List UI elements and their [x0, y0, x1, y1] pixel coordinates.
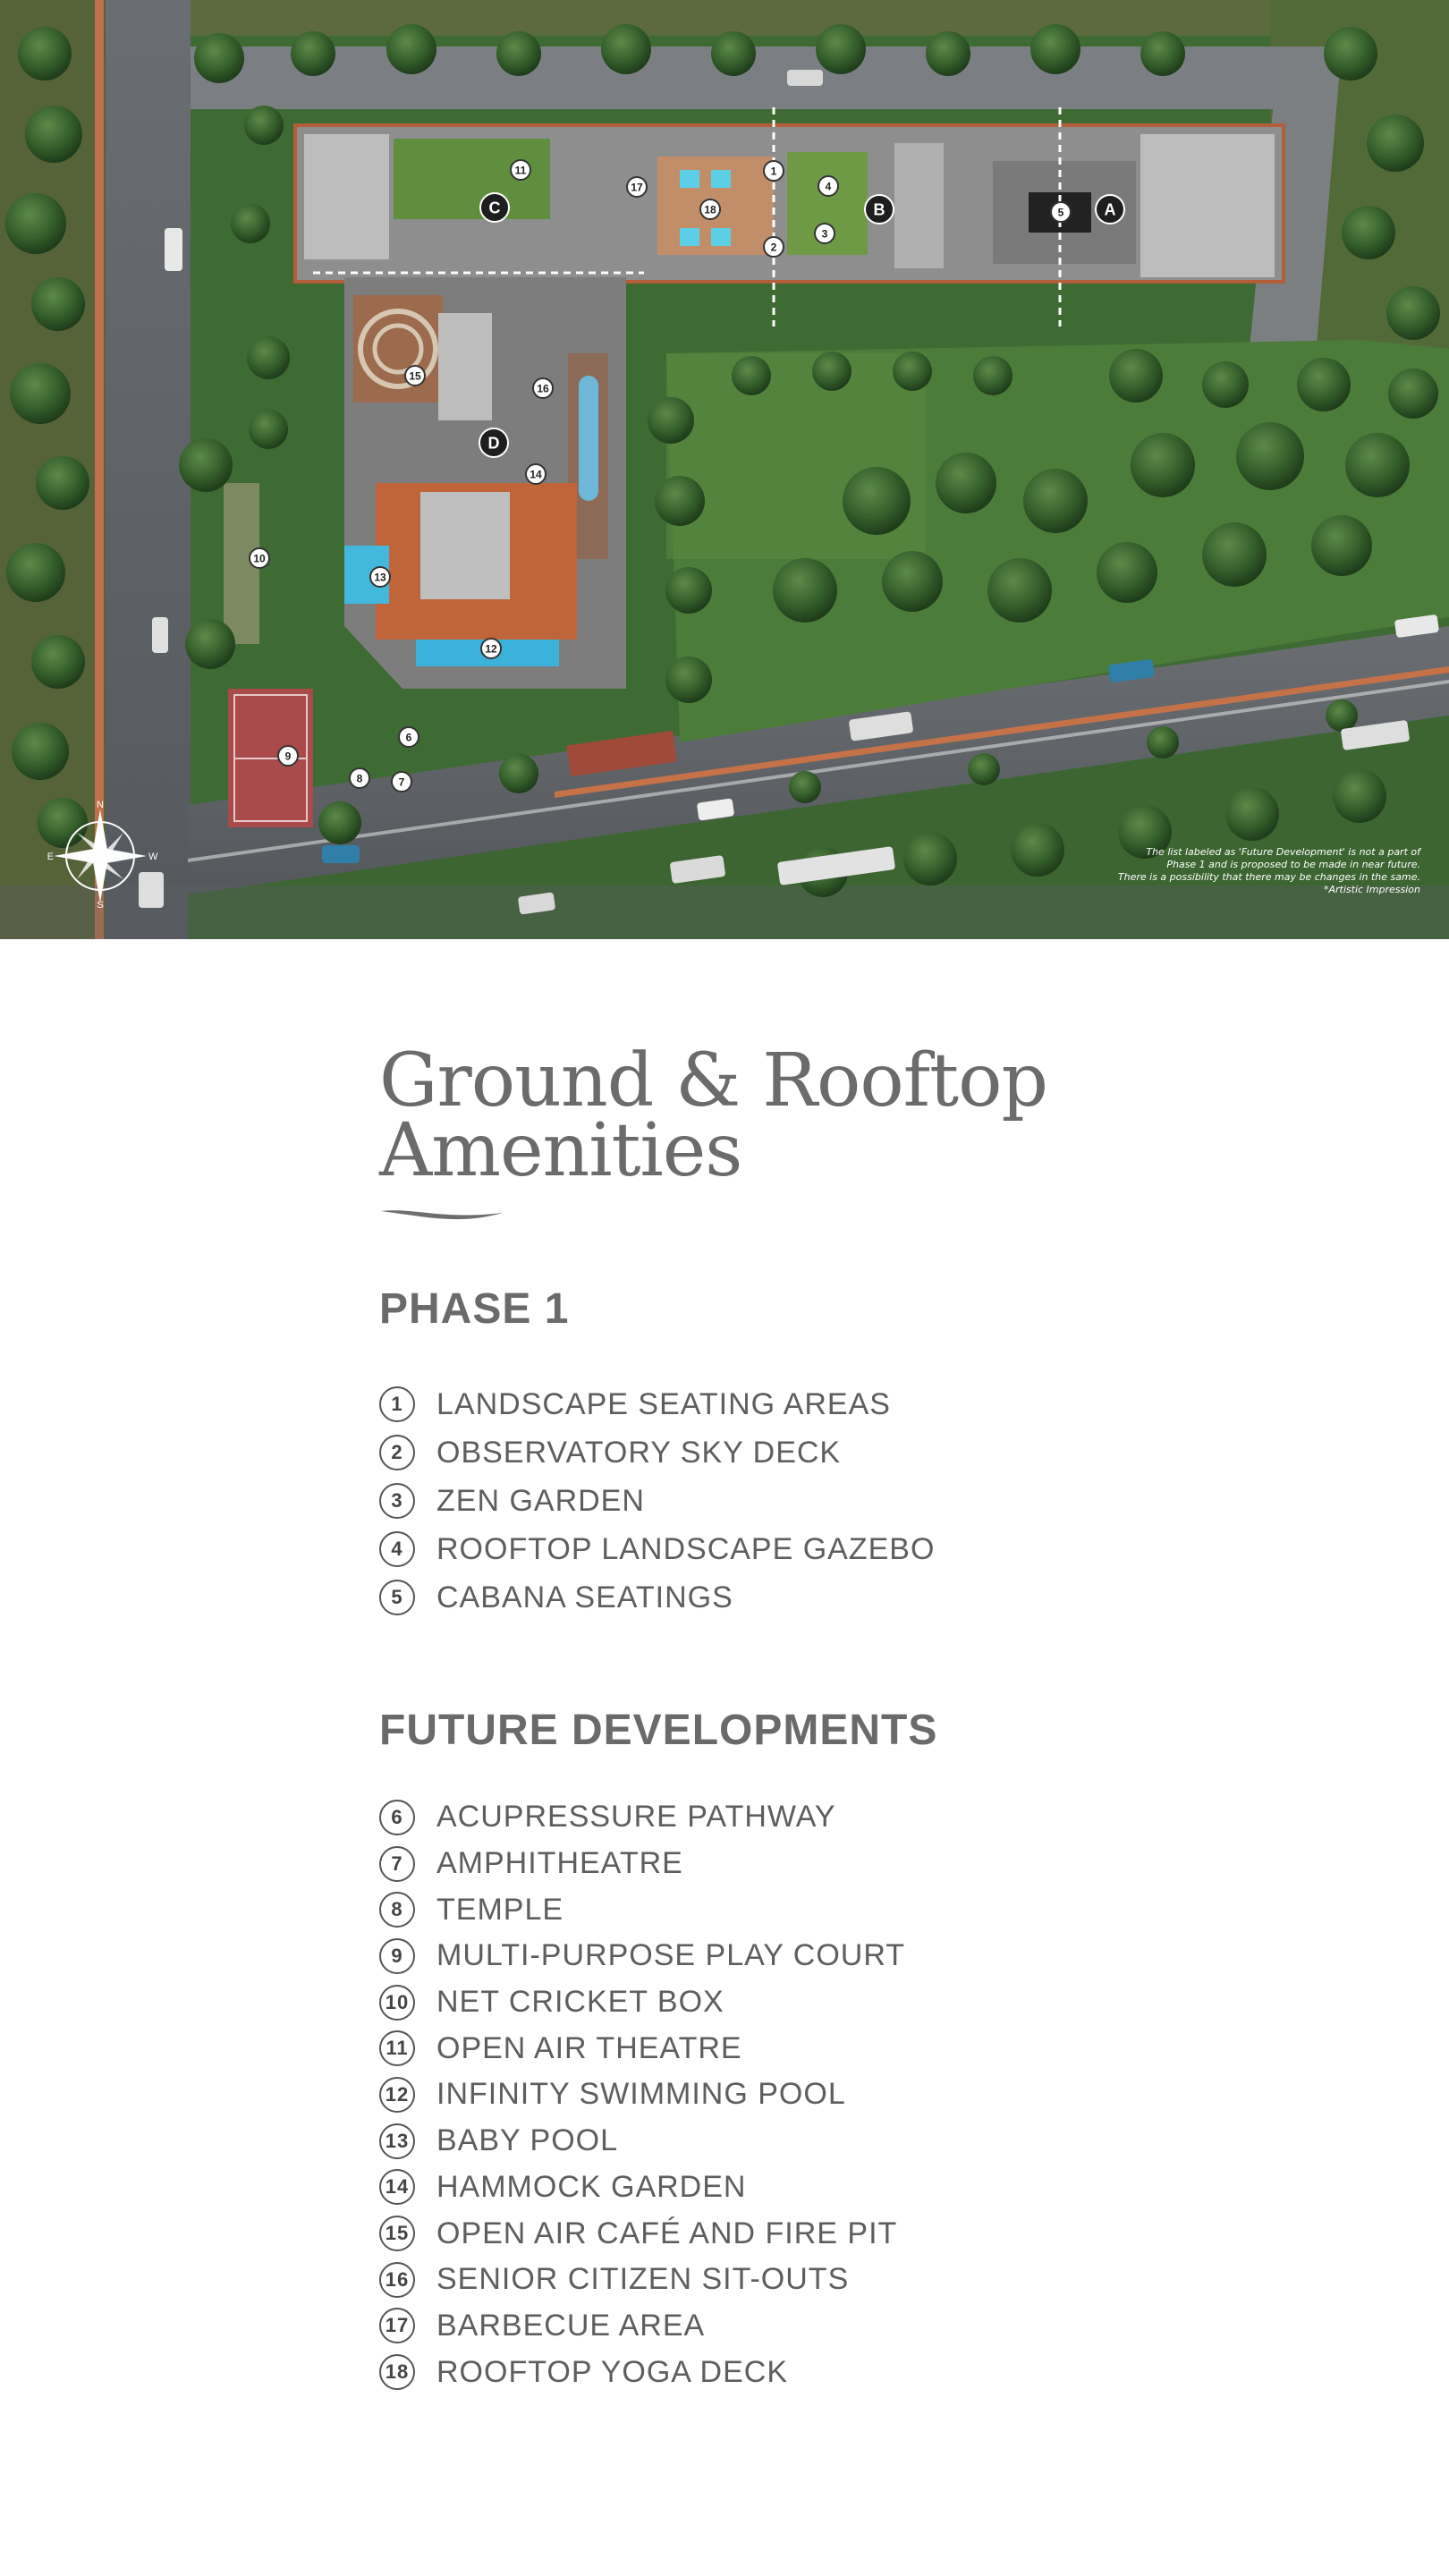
amenity-item — [379, 1477, 1184, 1525]
deck-tile — [711, 170, 731, 188]
amenity-label: HAMMOCK GARDEN — [436, 2169, 747, 2204]
map-marker — [278, 746, 298, 766]
tower-block-marker — [479, 428, 508, 457]
amenity-label: NET CRICKET BOX — [436, 1985, 724, 2020]
map-marker — [511, 160, 530, 180]
amenity-item — [379, 2349, 1184, 2395]
phase1-title: PHASE 1 — [379, 1285, 570, 1333]
amenity-number-badge: 17 — [379, 2308, 415, 2343]
map-marker-label: 16 — [537, 382, 549, 395]
amenity-number-badge: 1 — [379, 1386, 415, 1422]
map-marker — [533, 378, 553, 398]
title-line: Amenities — [379, 1108, 742, 1193]
amenity-label: TEMPLE — [436, 1892, 564, 1927]
map-marker-label: 6 — [405, 731, 412, 744]
compass-n: N — [97, 800, 104, 810]
play-path — [579, 376, 598, 501]
map-marker — [526, 464, 546, 484]
amenity-label: BARBECUE AREA — [436, 2308, 706, 2343]
disclaimer-line: *Artistic Impression — [1323, 884, 1420, 895]
map-marker — [627, 177, 647, 197]
amenity-item — [379, 1794, 1184, 1841]
amenity-label: ACUPRESSURE PATHWAY — [436, 1800, 836, 1835]
roof-c-west — [304, 134, 389, 259]
decorative-swash — [379, 1204, 504, 1224]
compass-w: W — [148, 852, 158, 862]
amenity-label: OPEN AIR CAFÉ AND FIRE PIT — [436, 2216, 898, 2250]
amenity-number-badge: 3 — [379, 1483, 415, 1519]
disclaimer-line: Phase 1 and is proposed to be made in near future. — [1166, 859, 1420, 870]
amenity-number-badge: 8 — [379, 1892, 415, 1928]
amenity-label: BABY POOL — [436, 2123, 619, 2158]
map-marker — [405, 366, 425, 386]
tower-block-marker-label: A — [1104, 200, 1116, 219]
tower-block-marker — [480, 193, 509, 222]
site-plan-svg — [0, 0, 1449, 939]
map-marker — [764, 161, 784, 181]
deck-tile — [711, 228, 731, 246]
deck-tile — [680, 170, 699, 188]
amenity-item — [379, 2303, 1184, 2350]
amenity-label: SENIOR CITIZEN SIT-OUTS — [436, 2262, 850, 2297]
map-marker — [818, 176, 838, 196]
amenity-number-badge: 16 — [379, 2262, 415, 2298]
map-marker — [700, 199, 720, 219]
map-marker-label: 8 — [356, 772, 363, 785]
amenity-label: CABANA SEATINGS — [436, 1580, 733, 1614]
amenity-label: ZEN GARDEN — [436, 1483, 645, 1518]
amenity-number-badge: 13 — [379, 2123, 415, 2159]
map-marker-label: 1 — [770, 165, 777, 178]
road-left — [106, 0, 191, 939]
map-marker — [350, 768, 369, 788]
amenity-number-badge: 7 — [379, 1846, 415, 1882]
roof-b — [894, 143, 944, 268]
amenity-item — [379, 1886, 1184, 1933]
amenity-item — [379, 1933, 1184, 1979]
map-marker — [764, 237, 784, 257]
map-marker-label: 15 — [409, 369, 421, 383]
map-marker-label: 13 — [374, 571, 386, 584]
amenity-number-badge: 18 — [379, 2354, 415, 2390]
disclaimer-line: The list labeled as 'Future Development' is not a part of — [1146, 846, 1420, 858]
map-marker — [1051, 202, 1071, 222]
field-top — [107, 0, 1270, 36]
map-marker-label: 7 — [398, 775, 405, 789]
tower-block-marker-label: C — [488, 199, 501, 217]
amenity-item — [379, 2257, 1184, 2303]
amenity-number-badge: 5 — [379, 1580, 415, 1615]
disclaimer-note — [1045, 846, 1420, 896]
map-marker-label: 3 — [821, 227, 828, 241]
roof-d-upper — [438, 313, 492, 420]
amenity-number-badge: 6 — [379, 1800, 415, 1835]
amenity-item — [379, 1573, 1184, 1622]
map-marker — [250, 548, 269, 568]
amenity-number-badge: 11 — [379, 2030, 415, 2066]
roof-a-east — [1140, 134, 1275, 277]
deck-tile — [680, 228, 699, 246]
amenity-label: ROOFTOP YOGA DECK — [436, 2354, 788, 2389]
tower-block-marker-label: B — [873, 200, 886, 219]
amenity-number-badge: 14 — [379, 2169, 415, 2205]
amenity-item — [379, 1525, 1184, 1573]
boundary-wall-left — [95, 0, 104, 939]
amenity-item — [379, 2165, 1184, 2211]
amenity-number-badge: 12 — [379, 2077, 415, 2113]
amenity-label: INFINITY SWIMMING POOL — [436, 2077, 846, 2112]
amenity-item — [379, 2118, 1184, 2165]
future-developments-list — [379, 1794, 1184, 2395]
compass-e: E — [47, 852, 54, 862]
map-marker-label: 4 — [825, 180, 832, 193]
amenity-label: MULTI-PURPOSE PLAY COURT — [436, 1938, 906, 1973]
amenity-number-badge: 9 — [379, 1938, 415, 1974]
amenity-item — [379, 1380, 1184, 1428]
phase1-list — [379, 1380, 1184, 1622]
map-marker-label: 18 — [704, 203, 716, 216]
compass-s: S — [97, 900, 104, 911]
amenity-item — [379, 1428, 1184, 1477]
amenity-number-badge: 2 — [379, 1435, 415, 1470]
map-marker-label: 5 — [1057, 206, 1064, 219]
roof-d-lower — [420, 492, 510, 599]
map-marker-label: 10 — [253, 552, 266, 565]
map-marker-label: 14 — [530, 468, 542, 481]
map-marker-label: 2 — [770, 241, 777, 254]
tower-block-marker — [865, 195, 894, 224]
amenity-item — [379, 2025, 1184, 2072]
site-plan-map — [0, 0, 1449, 939]
map-marker — [815, 224, 835, 243]
map-marker-label: 17 — [631, 181, 643, 194]
amenity-item — [379, 1979, 1184, 2026]
amenity-item — [379, 2072, 1184, 2118]
amenity-number-badge: 4 — [379, 1531, 415, 1567]
tower-block-marker — [1096, 195, 1124, 224]
amenity-number-badge: 10 — [379, 1985, 415, 2021]
amenity-label: OBSERVATORY SKY DECK — [436, 1435, 842, 1470]
disclaimer-line: There is a possibility that there may be changes in the same. — [1117, 871, 1420, 883]
amenity-label: OPEN AIR THEATRE — [436, 2030, 742, 2065]
amenities-legend — [379, 1038, 1184, 2395]
amenity-item — [379, 1841, 1184, 1887]
map-marker — [370, 567, 390, 587]
title-line: Ground & Rooftop — [379, 1038, 1047, 1123]
map-marker-label: 12 — [485, 642, 497, 656]
amenity-label: AMPHITHEATRE — [436, 1846, 683, 1881]
map-marker — [399, 727, 419, 747]
future-developments-title: FUTURE DEVELOPMENTS — [379, 1707, 938, 1754]
map-marker-label: 11 — [514, 164, 527, 177]
page-title — [379, 1038, 1184, 1193]
amenity-number-badge: 15 — [379, 2216, 415, 2251]
map-marker-label: 9 — [284, 750, 292, 763]
amenity-label: ROOFTOP LANDSCAPE GAZEBO — [436, 1531, 936, 1566]
rooftop-lawn-c — [394, 139, 550, 219]
map-marker — [392, 772, 411, 792]
amenity-item — [379, 2210, 1184, 2257]
map-marker — [481, 639, 501, 658]
amenity-label: LANDSCAPE SEATING AREAS — [436, 1386, 891, 1421]
tower-block-marker-label: D — [487, 434, 500, 453]
